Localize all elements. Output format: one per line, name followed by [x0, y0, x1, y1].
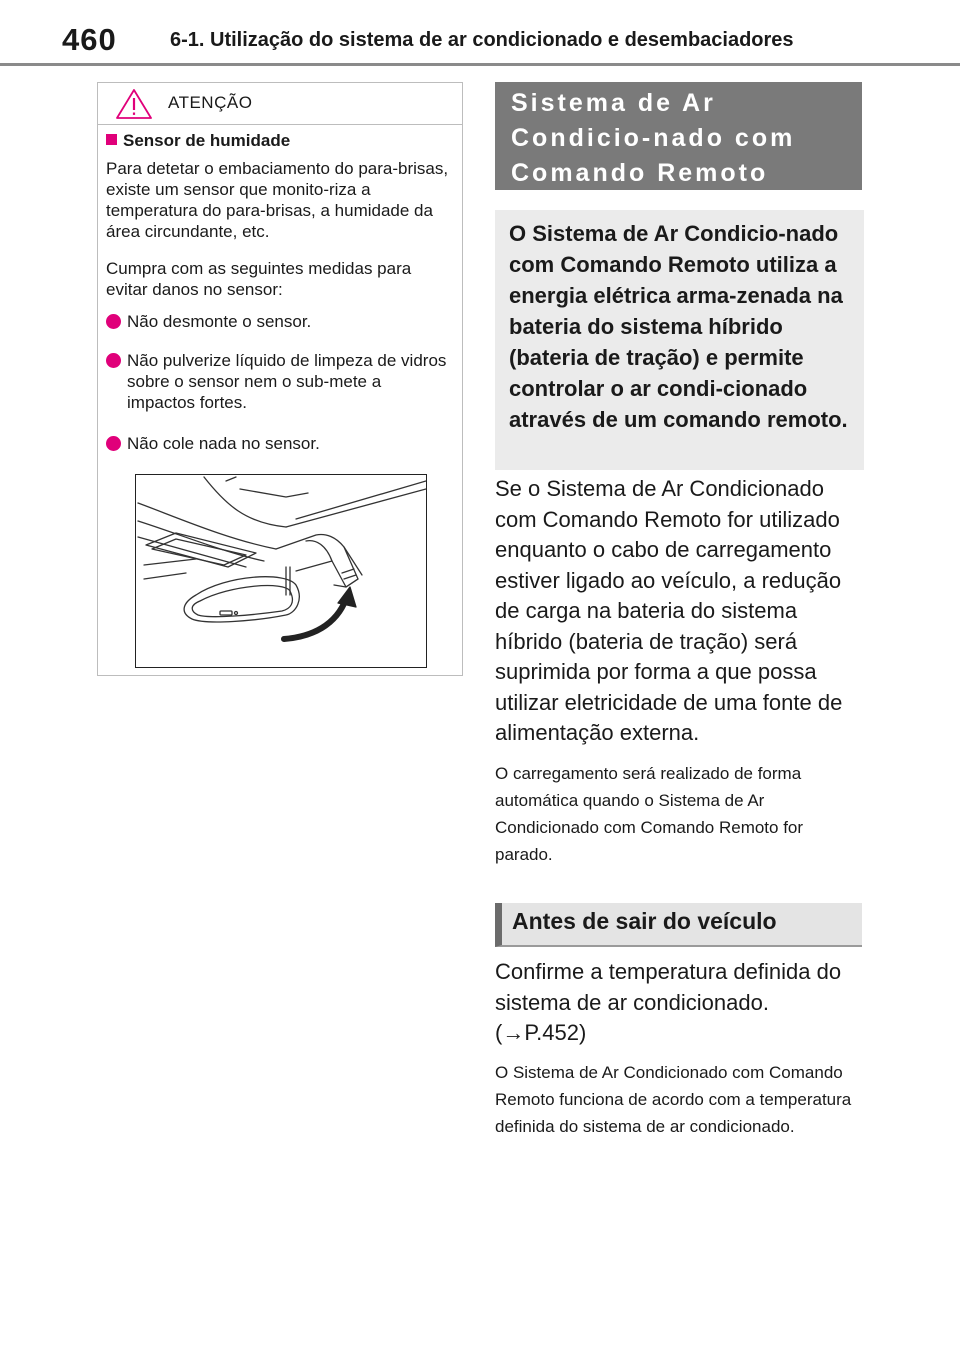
before-leaving-note: O Sistema de Ar Condicionado com Comando Remoto funciona de acordo com a temperatura definida do sistema de ar condicionado.: [495, 1063, 852, 1136]
remote-ac-heading: Sistema de Ar Condicio-nado com Comando Remoto: [495, 82, 862, 190]
warning-header: [98, 83, 462, 125]
round-bullet-icon: [106, 436, 121, 451]
remote-ac-paragraph: Se o Sistema de Ar Condicionado com Comando Remoto for utilizado enquanto o cabo de carregamento estiver ligado ao veículo, a redução de carga na bateria do sistema híbrido (bateria de tração) será suprimida por forma a que possa utilizar eletricidade de uma fonte de alimentação externa.: [495, 476, 843, 745]
page-number: 460: [62, 22, 117, 57]
warning-bullet-text: Não pulverize líquido de limpeza de vidros sobre o sensor nem o sub-mete a impactos fortes.: [127, 351, 447, 412]
warning-bullet: [106, 350, 452, 413]
warning-paragraph: Para detetar o embaciamento do para-brisas, existe um sensor que monito-riza a temperatura do para-brisas, a humidade da área circundante, etc.: [106, 159, 449, 241]
warning-bullet: [106, 433, 452, 454]
warning-subtitle: [106, 131, 290, 151]
before-leaving-heading: Antes de sair do veículo: [495, 903, 862, 947]
sensor-illustration: [135, 474, 427, 668]
warning-bullet: [106, 311, 452, 332]
remote-ac-intro: O Sistema de Ar Condicio-nado com Comando Remoto utiliza a energia elétrica arma-zenada na bateria do sistema híbrido (bateria de tração) e permite controlar o ar condi-cionado através de um comando remoto.: [495, 210, 864, 470]
warning-subtitle-text: Sensor de humidade: [123, 131, 291, 150]
warning-paragraph: Cumpra com as seguintes medidas para evitar danos no sensor:: [106, 259, 412, 299]
header-divider: [0, 63, 960, 66]
windshield-sensor-icon: [136, 475, 426, 667]
before-leaving-paragraph: Confirme a temperatura definida do sistema de ar condicionado. (→P.452): [495, 959, 842, 1045]
warning-title: ATENÇÃO: [168, 93, 253, 112]
round-bullet-icon: [106, 314, 121, 329]
warning-triangle-icon: [114, 87, 154, 121]
square-bullet-icon: [106, 134, 117, 145]
warning-box: [97, 82, 463, 676]
page-header: [0, 0, 960, 66]
warning-bullet-text: Não cole nada no sensor.: [127, 434, 320, 453]
round-bullet-icon: [106, 353, 121, 368]
remote-ac-note: O carregamento será realizado de forma automática quando o Sistema de Ar Condicionado com Comando Remoto for parado.: [495, 764, 804, 864]
section-title: 6-1. Utilização do sistema de ar condicionado e desembaciadores: [170, 29, 794, 51]
warning-bullet-text: Não desmonte o sensor.: [127, 312, 312, 331]
